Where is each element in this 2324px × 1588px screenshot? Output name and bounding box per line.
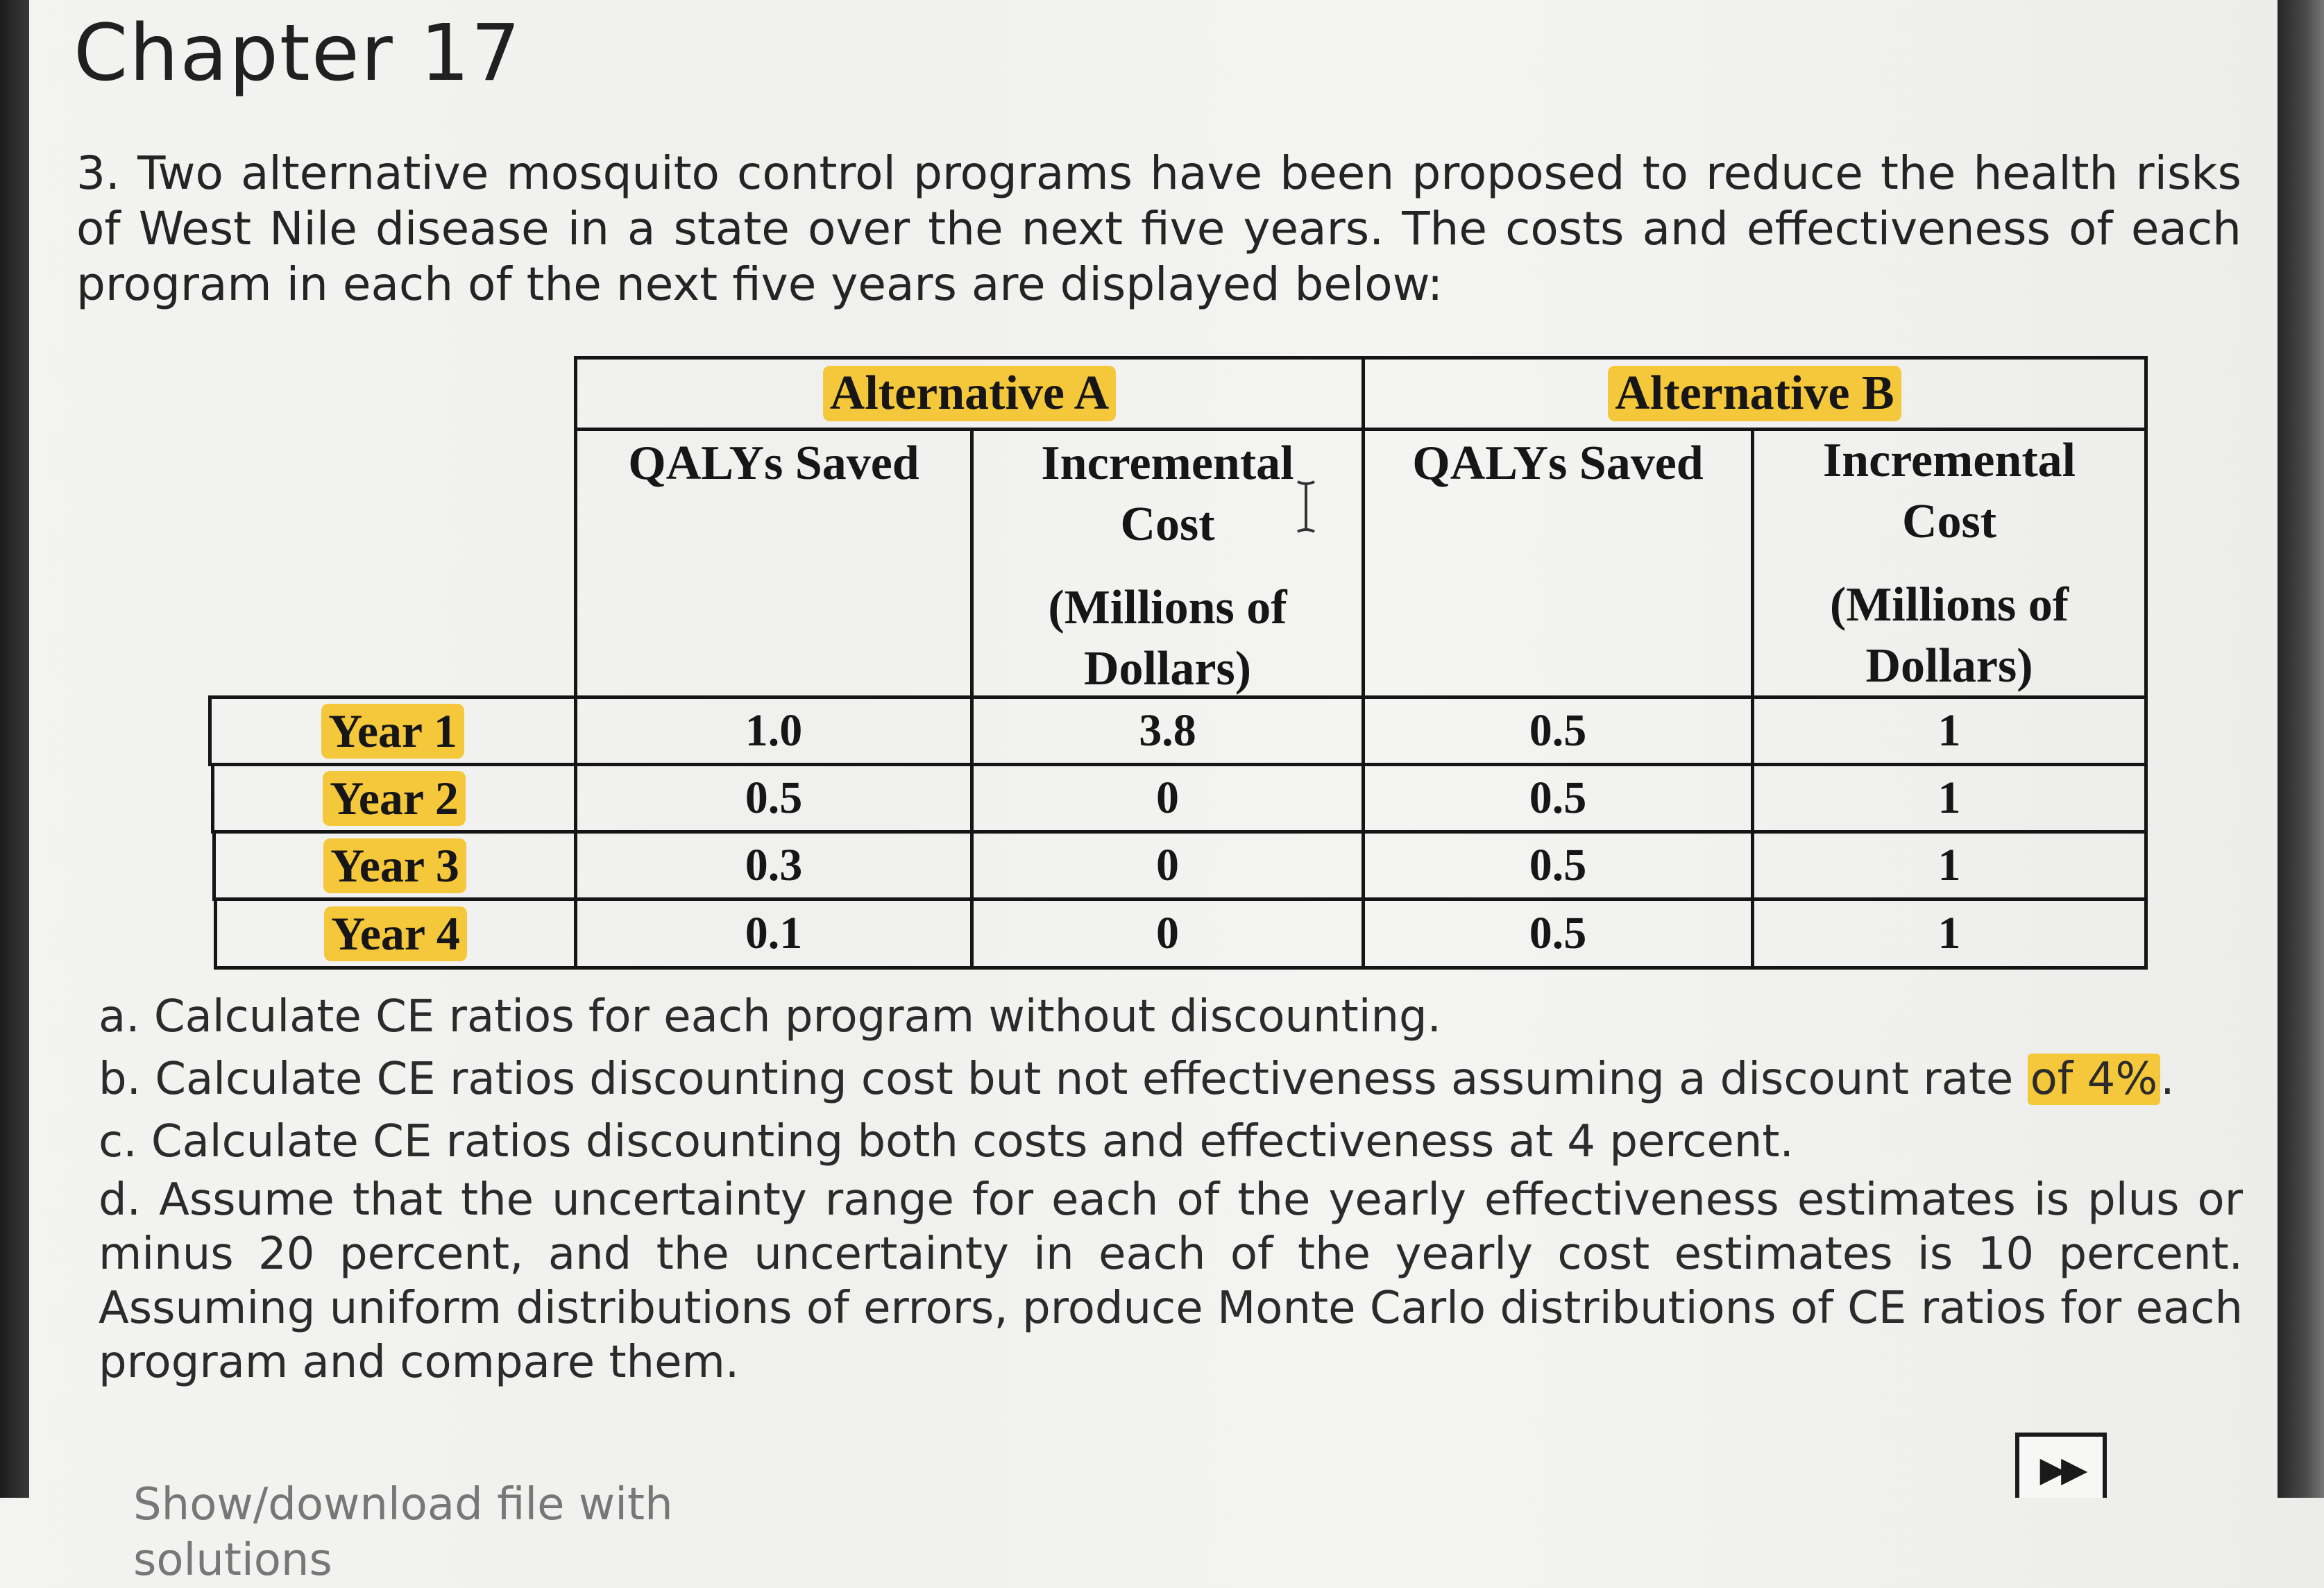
col-a-units-label bbox=[970, 577, 1365, 700]
question-d: d. Assume that the uncertainty range for each of the yearly effectiveness estimates is plus or minus 20 percent, and the uncertainty in each of the yearly cost estimates is 10 percent. Assuming uniform distributions of errors, produce Monte Carlo distributions of CE ratios for each program and compare them. bbox=[99, 1174, 2243, 1388]
col-b-cost-line1: Incremental bbox=[1822, 434, 2076, 487]
question-b-text: b. Calculate CE ratios discounting cost but not effectiveness assuming a discount rate bbox=[99, 1054, 2028, 1105]
highlighted-discount-rate: of 4% bbox=[2028, 1054, 2161, 1105]
table-cell-a-cost: 0 bbox=[970, 763, 1365, 834]
col-b-cost-line2: Cost bbox=[1901, 495, 1997, 548]
col-b-units-line2: Dollars) bbox=[1865, 639, 2033, 693]
col-a-units-line2: Dollars) bbox=[1083, 642, 1252, 695]
year-label: Year 3 bbox=[323, 838, 466, 893]
year-label: Year 2 bbox=[323, 771, 466, 826]
question-b bbox=[99, 1048, 2250, 1110]
col-a-cost-line2: Cost bbox=[1120, 498, 1215, 551]
table-cell-b-qalys: 0.5 bbox=[1362, 897, 1754, 970]
problem-statement: 3. Two alternative mosquito control programs have been proposed to reduce the health risks of West Nile disease in a state over the next five years. The costs and effectiveness of each program in each of the next five years are displayed below: bbox=[76, 146, 2241, 311]
col-b-cost-label bbox=[1751, 430, 2148, 552]
table-cell-b-cost: 1 bbox=[1751, 830, 2148, 901]
table-cell-b-qalys: 0.5 bbox=[1362, 695, 1754, 766]
table-cell-b-cost: 1 bbox=[1751, 695, 2148, 766]
question-b-end: . bbox=[2160, 1054, 2175, 1105]
year-label: Year 4 bbox=[324, 906, 467, 961]
chapter-title: Chapter 17 bbox=[74, 8, 522, 99]
text-cursor-icon bbox=[1292, 479, 1320, 534]
alternative-b-label: Alternative B bbox=[1608, 366, 1901, 421]
col-a-units-line1: (Millions of bbox=[1048, 581, 1287, 634]
row-label-cell bbox=[214, 897, 577, 970]
alternative-a-label: Alternative A bbox=[823, 366, 1116, 421]
table-cell-a-qalys: 1.0 bbox=[574, 695, 974, 766]
table-cell-a-cost: 3.8 bbox=[970, 695, 1365, 766]
table-cell-a-qalys: 0.1 bbox=[574, 897, 974, 970]
table-cell-a-cost: 0 bbox=[970, 897, 1365, 970]
row-label-cell bbox=[208, 695, 577, 766]
question-list bbox=[99, 986, 2250, 1390]
solutions-link[interactable]: Show/download file with solutions bbox=[133, 1479, 673, 1586]
question-c: c. Calculate CE ratios discounting both costs and effectiveness at 4 percent. bbox=[99, 1116, 1794, 1167]
forward-button[interactable] bbox=[2015, 1433, 2107, 1498]
year-label: Year 1 bbox=[321, 704, 464, 759]
table-cell-a-qalys: 0.5 bbox=[574, 763, 974, 834]
alternative-b-header bbox=[1362, 356, 2148, 431]
col-b-units-line1: (Millions of bbox=[1829, 578, 2069, 632]
row-label-cell bbox=[211, 763, 577, 834]
table-cell-a-qalys: 0.3 bbox=[574, 830, 974, 901]
alternative-a-header bbox=[574, 356, 1365, 431]
row-label-cell bbox=[212, 830, 577, 901]
table-cell-a-cost: 0 bbox=[970, 830, 1365, 901]
col-a-cost-line1: Incremental bbox=[1041, 437, 1294, 490]
document-page bbox=[29, 0, 2278, 1586]
fast-forward-icon: ▶▶ bbox=[2039, 1449, 2083, 1489]
table-cell-b-qalys: 0.5 bbox=[1362, 763, 1754, 834]
table-cell-b-qalys: 0.5 bbox=[1362, 830, 1754, 901]
screen-bezel-right bbox=[2278, 0, 2324, 1498]
col-a-qalys-label: QALYs Saved bbox=[628, 437, 919, 490]
table-cell-b-cost: 1 bbox=[1751, 897, 2148, 970]
table-cell-b-cost: 1 bbox=[1751, 763, 2148, 834]
question-a: a. Calculate CE ratios for each program without discounting. bbox=[99, 991, 1441, 1042]
screen-bezel-left bbox=[0, 0, 29, 1498]
col-b-units-label bbox=[1751, 575, 2148, 697]
col-b-qalys-label: QALYs Saved bbox=[1412, 437, 1704, 490]
